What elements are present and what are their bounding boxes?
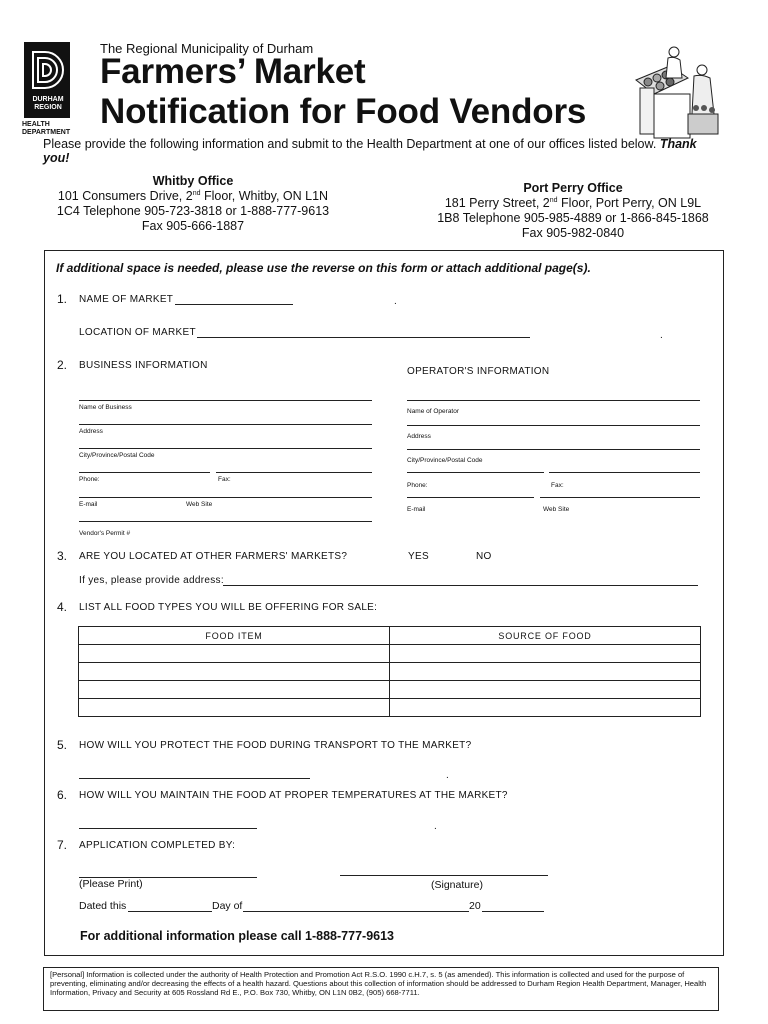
whitby-address: 101 Consumers Drive, 2nd Floor, Whitby, ON L1N xyxy=(57,189,329,203)
municipality-name: The Regional Municipality of Durham xyxy=(100,41,314,56)
q6-question: HOW WILL YOU MAINTAIN THE FOOD AT PROPER TEMPERATURES AT THE MARKET? xyxy=(79,790,508,801)
operator-fax-label: Fax: xyxy=(551,482,564,489)
intro-instructions: Please provide the following information and submit to the Health Department at one of our offices listed below. xyxy=(43,137,657,151)
title-line-2: Notification for Food Vendors xyxy=(100,92,587,131)
business-address-label: Address xyxy=(79,428,103,435)
q5-question: HOW WILL YOU PROTECT THE FOOD DURING TRANSPORT TO THE MARKET? xyxy=(79,740,472,751)
vendor-permit-label: Vendor's Permit # xyxy=(79,530,131,537)
table-row xyxy=(79,699,701,717)
market-location-field[interactable] xyxy=(197,337,530,338)
privacy-notice: [Personal] Information is collected under the authority of Health Protection and Promotion Act R.S.O. 1990 c.H.7, s. 5 (as amended). This information is collected and used for the purpose of preventing, eliminating and/or decreasing the effects of a health hazard. Questions about this collection of information should be addressed to Durham Region Health Department, Manager, Health Information, Privacy and Security at 605 Rossland Rd E., P.O. Box 730, Whitby, ON L1N 0B2, (905) 668-7711. xyxy=(43,967,719,1011)
port-perry-address: 181 Perry Street, 2nd Floor, Port Perry, ON L9L xyxy=(444,196,702,210)
date-year-field[interactable] xyxy=(482,911,544,912)
operator-address-label: Address xyxy=(407,433,431,440)
q5-number: 5. xyxy=(57,738,68,752)
operator-fax-field[interactable] xyxy=(549,472,700,473)
food-item-cell[interactable] xyxy=(79,663,390,681)
form-note: If additional space is needed, please use the reverse on this form or attach additional page(s). xyxy=(56,261,591,275)
q3-number: 3. xyxy=(57,549,68,563)
business-email-web-field[interactable] xyxy=(79,497,372,498)
q2-number: 2. xyxy=(57,358,68,372)
q3-yes-option[interactable]: YES xyxy=(408,551,429,562)
business-email-label: E-mail xyxy=(79,501,98,508)
port-perry-phone: 1B8 Telephone 905-985-4889 or 1-866-845-1868 xyxy=(437,211,709,225)
whitby-office-name: Whitby Office xyxy=(152,174,234,188)
q3-no-option[interactable]: NO xyxy=(476,551,492,562)
source-of-food-header: SOURCE OF FOOD xyxy=(390,627,701,645)
market-name-label: NAME OF MARKET xyxy=(79,294,174,305)
intro-thanks: Thank you! xyxy=(43,137,697,165)
operator-phone-label: Phone: xyxy=(407,482,428,489)
whitby-office xyxy=(40,174,346,234)
operator-web-label: Web Site xyxy=(543,506,570,513)
table-row xyxy=(79,645,701,663)
operator-web-field[interactable] xyxy=(540,497,700,498)
food-item-header: FOOD ITEM xyxy=(79,627,390,645)
dated-this-label: Dated this xyxy=(79,900,127,912)
operator-info-heading: OPERATOR'S INFORMATION xyxy=(407,366,550,377)
operator-city-field[interactable] xyxy=(407,449,700,450)
business-web-label: Web Site xyxy=(186,501,213,508)
food-item-cell[interactable] xyxy=(79,699,390,717)
food-item-cell[interactable] xyxy=(79,681,390,699)
signature-field[interactable] xyxy=(340,875,548,876)
page-title xyxy=(100,52,586,132)
operator-email-label: E-mail xyxy=(407,506,426,513)
whitby-phone: 1C4 Telephone 905-723-3818 or 1-888-777-9613 xyxy=(56,204,330,218)
q4-question: LIST ALL FOOD TYPES YOU WILL BE OFFERING FOR SALE: xyxy=(79,602,378,613)
q6-number: 6. xyxy=(57,788,68,802)
business-city-field[interactable] xyxy=(79,448,372,449)
logo-department: HEALTH DEPARTMENT xyxy=(22,121,71,136)
operator-email-field[interactable] xyxy=(407,497,534,498)
operator-phone-field[interactable] xyxy=(407,472,544,473)
port-perry-office xyxy=(420,181,726,241)
table-row xyxy=(79,663,701,681)
port-perry-fax: Fax 905-982-0840 xyxy=(521,226,625,240)
operator-name-field[interactable] xyxy=(407,400,700,401)
table-row xyxy=(79,681,701,699)
date-month-field[interactable] xyxy=(243,911,469,912)
business-phone-label: Phone: xyxy=(79,476,100,483)
market-location-label: LOCATION OF MARKET xyxy=(79,327,196,338)
business-phone-field[interactable] xyxy=(79,472,210,473)
business-address-field[interactable] xyxy=(79,424,372,425)
business-fax-field[interactable] xyxy=(216,472,372,473)
market-name-field[interactable] xyxy=(175,304,293,305)
q3-followup-label: If yes, please provide address: xyxy=(79,575,224,586)
source-cell[interactable] xyxy=(390,681,701,699)
business-city-label: City/Province/Postal Code xyxy=(79,452,155,459)
business-info-heading: BUSINESS INFORMATION xyxy=(79,360,208,371)
intro-text xyxy=(43,137,713,165)
food-item-cell[interactable] xyxy=(79,645,390,663)
operator-address-field[interactable] xyxy=(407,425,700,426)
market-vendor-illustration xyxy=(630,44,722,144)
q3-question: ARE YOU LOCATED AT OTHER FARMERS' MARKETS? xyxy=(79,551,348,562)
other-market-address-field[interactable] xyxy=(223,585,698,586)
operator-name-label: Name of Operator xyxy=(407,408,460,415)
vendor-permit-field[interactable] xyxy=(79,521,372,522)
source-cell[interactable] xyxy=(390,699,701,717)
logo-region-name: DURHAM REGION xyxy=(32,96,64,111)
source-cell[interactable] xyxy=(390,663,701,681)
q7-number: 7. xyxy=(57,838,68,852)
temperature-control-field[interactable] xyxy=(79,828,257,829)
contact-info: For additional information please call 1-888-777-9613 xyxy=(80,929,394,943)
q7-question: APPLICATION COMPLETED BY: xyxy=(79,840,236,851)
business-name-field[interactable] xyxy=(79,400,372,401)
transport-protection-field[interactable] xyxy=(79,778,310,779)
title-line-1: Farmers’ Market xyxy=(100,52,366,91)
year-prefix-label: 20 xyxy=(469,900,481,912)
print-name-label: (Please Print) xyxy=(79,878,143,890)
operator-city-label: City/Province/Postal Code xyxy=(407,457,483,464)
food-items-table xyxy=(78,626,701,717)
port-perry-office-name: Port Perry Office xyxy=(523,181,623,195)
date-day-field[interactable] xyxy=(128,911,212,912)
q1-number: 1. xyxy=(57,292,68,306)
source-cell[interactable] xyxy=(390,645,701,663)
business-fax-label: Fax: xyxy=(218,476,231,483)
durham-d-icon xyxy=(29,48,65,92)
day-of-label: Day of xyxy=(212,900,243,912)
whitby-fax: Fax 905-666-1887 xyxy=(141,219,245,233)
business-name-label: Name of Business xyxy=(79,404,132,411)
q4-number: 4. xyxy=(57,600,68,614)
signature-label: (Signature) xyxy=(431,879,483,891)
